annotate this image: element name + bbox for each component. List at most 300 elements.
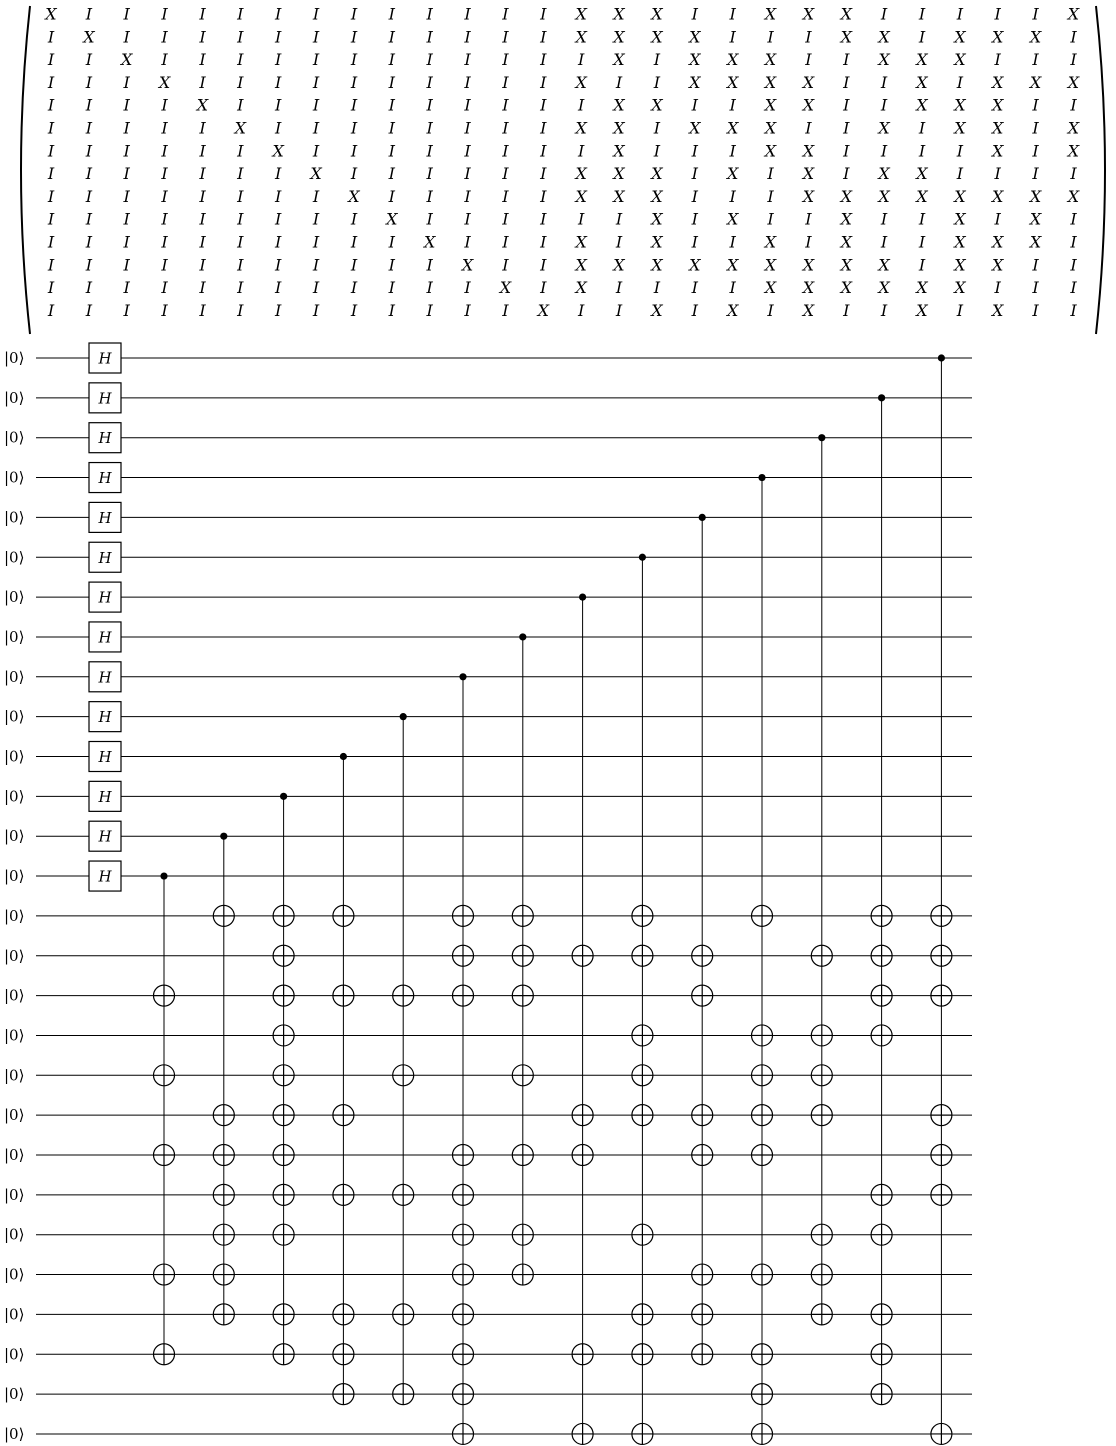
- matrix-cell: I: [47, 27, 55, 47]
- matrix-cell: I: [199, 232, 206, 252]
- cnot-target: [752, 1065, 773, 1086]
- matrix-cell: I: [464, 4, 471, 24]
- matrix-row: [47, 187, 1080, 206]
- control-dot: [758, 474, 765, 481]
- matrix-cell: X: [878, 50, 890, 70]
- matrix-cell: I: [312, 300, 320, 320]
- matrix-cell: X: [1029, 27, 1042, 47]
- matrix-cell: I: [199, 118, 206, 138]
- matrix-cell: I: [237, 300, 244, 320]
- matrix-cell: I: [805, 209, 812, 229]
- matrix-cell: I: [1070, 232, 1077, 252]
- matrix-cell: I: [47, 186, 55, 206]
- matrix-cell: I: [691, 95, 698, 115]
- control-dot: [340, 753, 347, 760]
- matrix-cell: X: [613, 186, 625, 206]
- matrix-cell: I: [502, 95, 509, 115]
- matrix-cell: I: [502, 50, 509, 70]
- matrix-cell: I: [123, 255, 130, 275]
- cnot-target: [632, 1344, 653, 1365]
- qubit-wire: [4, 708, 972, 726]
- matrix-cell: I: [199, 72, 206, 92]
- matrix-cell: I: [653, 278, 661, 298]
- matrix-cell: I: [388, 278, 395, 298]
- cnot-target: [512, 945, 533, 966]
- matrix-cell: X: [651, 95, 663, 115]
- matrix-cell: I: [350, 255, 358, 275]
- matrix-cell: I: [1032, 141, 1039, 161]
- matrix-cell: I: [1070, 95, 1077, 115]
- matrix-cell: I: [275, 50, 282, 70]
- matrix-cell: X: [613, 141, 625, 161]
- matrix-cell: I: [237, 72, 244, 92]
- matrix-cell: X: [613, 255, 625, 275]
- matrix-cell: I: [123, 95, 130, 115]
- hadamard-label: H: [98, 548, 112, 567]
- matrix-cell: I: [729, 141, 736, 161]
- cnot-target: [632, 1423, 653, 1444]
- matrix-left-paren: [21, 6, 30, 334]
- matrix-cell: X: [651, 209, 663, 229]
- matrix-cell: X: [840, 255, 852, 275]
- matrix-cell: I: [237, 4, 244, 24]
- matrix-cell: X: [310, 164, 322, 184]
- matrix-cell: X: [1067, 4, 1080, 24]
- matrix-cell: I: [464, 141, 471, 161]
- matrix-cell: X: [499, 278, 512, 298]
- ket-zero-label: |0⟩: [4, 906, 25, 925]
- matrix-cell: I: [956, 72, 964, 92]
- matrix-cell: X: [727, 300, 739, 320]
- matrix-cell: X: [840, 186, 852, 206]
- matrix-cell: I: [502, 27, 509, 47]
- cnot-target: [931, 1423, 952, 1444]
- matrix-cell: I: [199, 209, 206, 229]
- matrix-cell: I: [85, 278, 93, 298]
- matrix-cell: I: [275, 278, 282, 298]
- matrix-cell: I: [47, 72, 55, 92]
- matrix-cell: I: [199, 255, 206, 275]
- matrix-cell: I: [312, 209, 320, 229]
- matrix-cell: I: [691, 186, 698, 206]
- matrix-cell: X: [424, 232, 436, 252]
- cnot-target: [273, 1145, 294, 1166]
- matrix-cell: I: [1032, 118, 1039, 138]
- cnot-target: [154, 1145, 175, 1166]
- matrix-cell: I: [540, 255, 547, 275]
- cnot-target: [512, 985, 533, 1006]
- cnot-target: [871, 1184, 892, 1205]
- matrix-cell: X: [651, 4, 663, 24]
- qubit-wire: [4, 907, 972, 925]
- matrix-cell: I: [540, 164, 547, 184]
- matrix-cell: I: [691, 4, 698, 24]
- matrix-cell: I: [161, 209, 168, 229]
- ket-zero-label: |0⟩: [4, 1265, 25, 1284]
- cnot-target: [273, 1065, 294, 1086]
- matrix-cell: X: [954, 50, 966, 70]
- ket-zero-label: |0⟩: [4, 1185, 25, 1204]
- cnot-column: [154, 872, 175, 1364]
- matrix-cell: I: [123, 278, 130, 298]
- matrix-cell: I: [464, 27, 471, 47]
- matrix-cell: X: [878, 278, 890, 298]
- cnot-target: [931, 945, 952, 966]
- cnot-target: [811, 1264, 832, 1285]
- matrix-cell: I: [540, 118, 547, 138]
- matrix-cell: X: [727, 50, 739, 70]
- matrix-cell: I: [123, 72, 130, 92]
- matrix-cell: I: [47, 50, 55, 70]
- matrix-cell: I: [502, 186, 509, 206]
- matrix-cell: I: [47, 232, 55, 252]
- cnot-target: [572, 1145, 593, 1166]
- cnot-target: [692, 1145, 713, 1166]
- matrix-right-paren: [1096, 6, 1105, 334]
- ket-zero-label: |0⟩: [4, 548, 25, 567]
- qubit-wire: [4, 787, 972, 805]
- matrix-cell: X: [651, 300, 663, 320]
- matrix-cell: I: [123, 300, 130, 320]
- matrix-cell: X: [613, 164, 625, 184]
- matrix-cell: I: [918, 27, 926, 47]
- qubit-wire: [4, 628, 972, 646]
- matrix-cell: I: [275, 186, 282, 206]
- matrix-cell: I: [85, 232, 93, 252]
- matrix-cell: X: [575, 164, 587, 184]
- matrix-cell: I: [47, 300, 55, 320]
- matrix-cell: I: [464, 50, 471, 70]
- matrix-cell: I: [350, 278, 358, 298]
- matrix-cell: I: [918, 255, 926, 275]
- matrix-cell: I: [578, 50, 585, 70]
- matrix-cell: I: [1070, 300, 1077, 320]
- matrix-cell: I: [540, 50, 547, 70]
- matrix-cell: I: [426, 95, 433, 115]
- matrix-cell: I: [237, 186, 244, 206]
- ket-zero-label: |0⟩: [4, 1305, 25, 1324]
- cnot-column: [692, 514, 713, 1365]
- matrix-cell: I: [237, 255, 244, 275]
- matrix-cell: I: [1032, 4, 1039, 24]
- cnot-target: [871, 1224, 892, 1245]
- control-dot: [160, 872, 167, 879]
- hadamard-label: H: [98, 389, 112, 408]
- matrix-row: [47, 278, 1078, 297]
- hadamard-label: H: [98, 827, 112, 846]
- matrix-cell: I: [388, 186, 395, 206]
- matrix-cell: I: [85, 209, 93, 229]
- matrix-cell: X: [840, 209, 852, 229]
- cnot-target: [811, 1105, 832, 1126]
- matrix-cell: I: [729, 186, 736, 206]
- hadamard-gate: [89, 542, 121, 572]
- matrix-cell: I: [312, 255, 320, 275]
- hadamard-label: H: [98, 429, 112, 448]
- matrix-cell: X: [575, 186, 587, 206]
- matrix-cell: I: [199, 186, 206, 206]
- matrix-cell: X: [764, 72, 777, 92]
- matrix-row: [47, 96, 1078, 115]
- cnot-target: [871, 1025, 892, 1046]
- cnot-target: [632, 905, 653, 926]
- cnot-target: [273, 1304, 294, 1325]
- matrix-cell: X: [878, 118, 890, 138]
- matrix-cell: I: [956, 4, 964, 24]
- matrix-cell: I: [47, 164, 55, 184]
- matrix-cell: I: [275, 118, 282, 138]
- matrix-cell: I: [729, 232, 736, 252]
- cnot-target: [333, 1384, 354, 1405]
- control-dot: [818, 434, 825, 441]
- matrix-cell: I: [199, 27, 206, 47]
- matrix-cell: I: [275, 209, 282, 229]
- matrix-cell: I: [843, 50, 850, 70]
- cnot-target: [453, 1304, 474, 1325]
- control-dot: [938, 354, 945, 361]
- matrix-cell: X: [537, 300, 549, 320]
- cnot-target: [752, 1105, 773, 1126]
- hadamard-gate: [89, 742, 121, 772]
- cnot-column: [871, 394, 892, 1404]
- matrix-cell: X: [575, 255, 587, 275]
- matrix-cell: I: [464, 186, 471, 206]
- ket-zero-label: |0⟩: [4, 827, 25, 846]
- cnot-target: [572, 1344, 593, 1365]
- qubit-wire: [4, 867, 972, 885]
- cnot-target: [213, 1105, 234, 1126]
- matrix-cell: I: [918, 209, 926, 229]
- cnot-target: [333, 1105, 354, 1126]
- hadamard-gate: [89, 821, 121, 851]
- ket-zero-label: |0⟩: [4, 867, 25, 886]
- matrix-cell: I: [464, 72, 471, 92]
- matrix-cell: I: [388, 95, 395, 115]
- cnot-target: [512, 1065, 533, 1086]
- matrix-cell: I: [1032, 164, 1039, 184]
- matrix-cell: X: [764, 255, 777, 275]
- matrix-cell: X: [1029, 72, 1042, 92]
- cnot-target: [931, 1105, 952, 1126]
- matrix-cell: X: [689, 27, 701, 47]
- matrix-cell: I: [85, 95, 93, 115]
- matrix-cell: I: [880, 300, 888, 320]
- matrix-cell: I: [464, 209, 471, 229]
- matrix-cell: X: [802, 255, 815, 275]
- hadamard-label: H: [98, 748, 112, 766]
- matrix-cell: I: [275, 232, 282, 252]
- matrix-cell: X: [83, 27, 95, 47]
- cnot-target: [453, 1384, 474, 1405]
- control-dot: [519, 633, 526, 640]
- matrix-cell: X: [954, 27, 966, 47]
- qubit-wire: [4, 1186, 972, 1204]
- cnot-target: [931, 985, 952, 1006]
- ket-zero-label: |0⟩: [4, 986, 25, 1005]
- matrix-cell: I: [123, 141, 130, 161]
- matrix-cell: I: [47, 255, 55, 275]
- cnot-target: [333, 1184, 354, 1205]
- cnot-target: [572, 945, 593, 966]
- matrix-cell: X: [613, 95, 625, 115]
- matrix-cell: I: [85, 186, 93, 206]
- hadamard-label: H: [98, 349, 112, 368]
- matrix-cell: I: [805, 27, 812, 47]
- cnot-column: [811, 434, 832, 1325]
- matrix-cell: I: [956, 141, 964, 161]
- qubit-wire: [4, 548, 972, 566]
- matrix-cell: I: [237, 232, 244, 252]
- matrix-cell: I: [85, 50, 93, 70]
- matrix-cell: I: [1032, 50, 1039, 70]
- control-dot: [699, 514, 706, 521]
- qubit-wire: [4, 827, 972, 845]
- matrix-cell: X: [613, 118, 625, 138]
- matrix-cell: I: [237, 141, 244, 161]
- hadamard-label: H: [98, 469, 112, 488]
- matrix-cell: I: [729, 4, 736, 24]
- matrix-cell: I: [47, 209, 55, 229]
- matrix-cell: I: [956, 164, 964, 184]
- matrix-cell: I: [388, 118, 395, 138]
- qubit-wire: [4, 1345, 972, 1363]
- cnot-target: [453, 1423, 474, 1444]
- matrix-cell: I: [199, 164, 206, 184]
- cnot-target: [213, 1184, 234, 1205]
- cnot-target: [154, 985, 175, 1006]
- cnot-target: [871, 1344, 892, 1365]
- matrix-cell: I: [388, 27, 395, 47]
- matrix-cell: I: [85, 164, 93, 184]
- matrix-cell: X: [992, 95, 1004, 115]
- qubit-wire: [4, 429, 972, 447]
- cnot-target: [692, 1304, 713, 1325]
- matrix-cell: X: [840, 232, 852, 252]
- matrix-cell: I: [388, 141, 395, 161]
- matrix-cell: I: [161, 300, 168, 320]
- matrix-cell: X: [764, 278, 777, 298]
- matrix-cell: I: [350, 300, 358, 320]
- cnot-target: [213, 905, 234, 926]
- matrix-cell: I: [161, 255, 168, 275]
- matrix-cell: I: [464, 232, 471, 252]
- matrix-cell: I: [426, 4, 433, 24]
- cnot-target: [453, 1264, 474, 1285]
- matrix-cell: I: [502, 141, 509, 161]
- matrix-cell: X: [840, 278, 852, 298]
- ket-zero-label: |0⟩: [4, 628, 25, 646]
- matrix-row: [47, 73, 1080, 92]
- matrix-cell: X: [764, 118, 777, 138]
- matrix-cell: I: [426, 255, 433, 275]
- matrix-cell: I: [350, 118, 358, 138]
- cnot-target: [512, 1145, 533, 1166]
- qubit-wire: [4, 389, 972, 407]
- matrix-cell: I: [805, 232, 812, 252]
- ket-zero-label: |0⟩: [4, 667, 25, 686]
- hadamard-label: H: [98, 628, 112, 647]
- matrix-cell: I: [161, 118, 168, 138]
- ket-zero-label: |0⟩: [4, 1425, 25, 1443]
- matrix-cell: I: [1070, 278, 1077, 298]
- cnot-target: [393, 1304, 414, 1325]
- matrix-cell: I: [1032, 278, 1039, 298]
- ket-zero-label: |0⟩: [4, 1225, 25, 1244]
- matrix-cell: I: [47, 118, 55, 138]
- matrix-cell: X: [575, 27, 587, 47]
- hadamard-gate: [89, 702, 121, 732]
- matrix-cell: X: [992, 186, 1004, 206]
- matrix-cell: I: [161, 50, 168, 70]
- matrix-cell: I: [578, 141, 585, 161]
- matrix-cell: I: [123, 209, 130, 229]
- matrix-cell: I: [729, 27, 736, 47]
- matrix-cell: I: [502, 72, 509, 92]
- matrix-cell: X: [575, 232, 587, 252]
- matrix-cell: I: [199, 300, 206, 320]
- matrix-cell: I: [615, 278, 623, 298]
- matrix-cell: I: [426, 186, 433, 206]
- hadamard-label: H: [98, 588, 112, 607]
- hadamard-label: H: [98, 708, 112, 727]
- matrix-cell: I: [805, 118, 812, 138]
- matrix-cell: I: [161, 232, 168, 252]
- cnot-target: [333, 985, 354, 1006]
- matrix-cell: X: [916, 95, 928, 115]
- matrix-row: [47, 233, 1078, 252]
- matrix-cell: I: [540, 95, 547, 115]
- cnot-target: [453, 1184, 474, 1205]
- matrix-cell: X: [234, 118, 246, 138]
- qubit-wire: [4, 588, 972, 606]
- control-dot: [280, 793, 287, 800]
- ket-zero-label: |0⟩: [4, 787, 25, 806]
- matrix-cell: X: [651, 186, 663, 206]
- hadamard-gate: [89, 423, 121, 453]
- hadamard-gate: [89, 463, 121, 493]
- matrix-cell: I: [312, 278, 320, 298]
- hadamard-gate: [89, 622, 121, 652]
- matrix-cell: I: [85, 141, 93, 161]
- hadamard-gate: [89, 861, 121, 891]
- cnot-target: [512, 1264, 533, 1285]
- matrix-cell: I: [85, 255, 93, 275]
- matrix-cell: X: [689, 118, 701, 138]
- matrix-cell: I: [161, 186, 168, 206]
- cnot-target: [512, 1224, 533, 1245]
- cnot-target: [752, 1344, 773, 1365]
- matrix-cell: X: [1067, 186, 1080, 206]
- hadamard-label: H: [98, 787, 112, 806]
- matrix-row: [47, 27, 1078, 46]
- matrix-cell: I: [691, 300, 698, 320]
- matrix-cell: X: [954, 232, 966, 252]
- matrix-cell: I: [615, 300, 623, 320]
- matrix-cell: X: [613, 50, 625, 70]
- matrix-cell: I: [275, 4, 282, 24]
- matrix-cell: I: [502, 164, 509, 184]
- matrix-cell: I: [199, 141, 206, 161]
- matrix-cell: I: [1032, 255, 1039, 275]
- cnot-target: [154, 1065, 175, 1086]
- matrix-cell: I: [502, 232, 509, 252]
- matrix-cell: I: [540, 186, 547, 206]
- matrix-cell: I: [350, 27, 358, 47]
- control-dot: [459, 673, 466, 680]
- matrix-cell: I: [843, 164, 850, 184]
- matrix-cell: I: [767, 300, 774, 320]
- cnot-target: [752, 1145, 773, 1166]
